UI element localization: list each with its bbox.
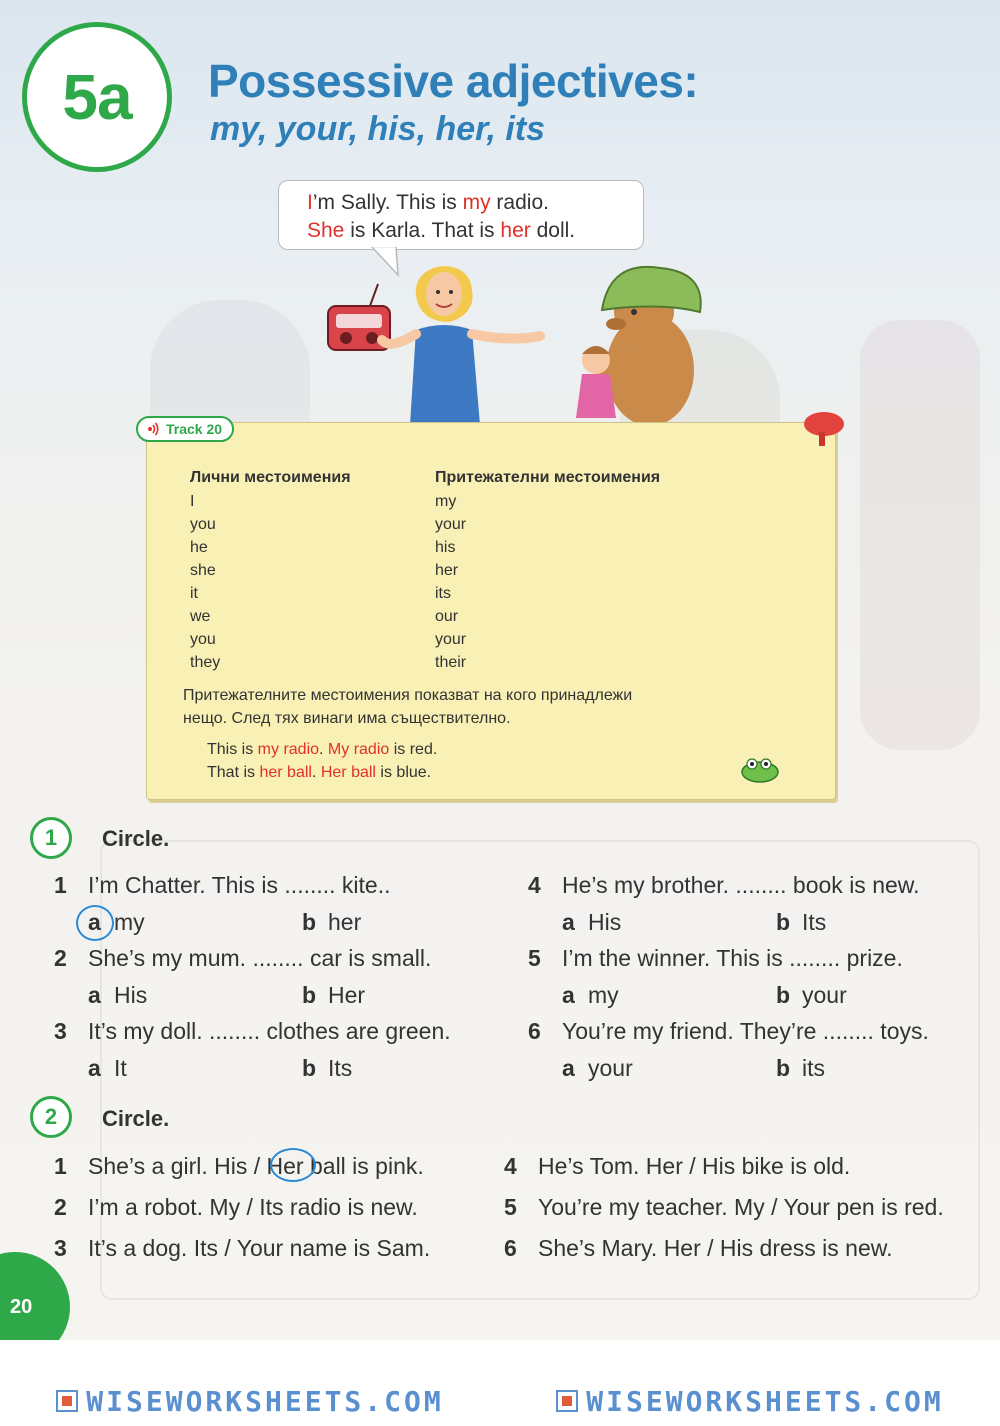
question-number: 3 bbox=[54, 1235, 67, 1261]
exercise-2-question[interactable] bbox=[504, 1153, 850, 1180]
possessive-adjectives-column bbox=[435, 466, 660, 674]
question-text: It’s my doll. ........ clothes are green. bbox=[88, 1018, 451, 1044]
option-letter: b bbox=[302, 909, 317, 935]
question-number: 5 bbox=[528, 945, 541, 971]
personal-pronouns-heading: Лични местоимения bbox=[190, 469, 351, 486]
text-run: doll. bbox=[530, 219, 576, 242]
sally-and-kangaroo-illustration bbox=[320, 250, 730, 430]
exercise-1-question bbox=[528, 1018, 929, 1045]
question-text: It’s a dog. Its / Your name is Sam. bbox=[88, 1235, 431, 1261]
highlighted-word: my bbox=[462, 191, 491, 214]
option-word: her bbox=[328, 909, 362, 935]
option-word: my bbox=[114, 909, 145, 935]
question-number: 6 bbox=[504, 1235, 517, 1261]
option-letter: a bbox=[562, 1055, 575, 1081]
personal-pronoun: I bbox=[190, 493, 195, 510]
option-letter: b bbox=[776, 909, 791, 935]
question-text: She’s a girl. His / Her ball is pink. bbox=[88, 1153, 424, 1179]
answer-option-a[interactable] bbox=[88, 1055, 127, 1082]
question-number: 4 bbox=[504, 1153, 517, 1179]
audio-track-label[interactable] bbox=[136, 416, 234, 442]
personal-pronoun: they bbox=[190, 654, 221, 671]
exercise-2-title: Circle. bbox=[102, 1106, 170, 1131]
option-word: It bbox=[114, 1055, 127, 1081]
track-label: Track 20 bbox=[166, 421, 223, 437]
example-sentence-2 bbox=[207, 761, 437, 784]
question-number: 3 bbox=[54, 1018, 67, 1044]
grammar-explanation bbox=[183, 684, 743, 730]
personal-pronoun: he bbox=[190, 539, 208, 556]
question-number: 1 bbox=[54, 872, 67, 898]
exercise-1-question bbox=[54, 872, 391, 899]
question-number: 5 bbox=[504, 1194, 517, 1220]
text-run: That is bbox=[207, 764, 260, 781]
option-word: Her bbox=[328, 982, 366, 1008]
option-letter: b bbox=[776, 982, 791, 1008]
page-subtitle: my, your, his, her, its bbox=[210, 110, 546, 148]
exercise-2-question[interactable] bbox=[504, 1194, 944, 1221]
option-letter: b bbox=[302, 982, 317, 1008]
exercise-1-title: Circle. bbox=[102, 826, 170, 851]
highlighted-word: her ball bbox=[259, 764, 312, 781]
logo-icon bbox=[556, 1390, 578, 1412]
watermark-left bbox=[56, 1385, 443, 1418]
highlighted-word: She bbox=[307, 219, 345, 242]
possessive-adjective: their bbox=[435, 654, 467, 671]
option-letter: a bbox=[88, 982, 101, 1008]
possessive-adjective: your bbox=[435, 516, 467, 533]
answer-option-b[interactable] bbox=[302, 1055, 352, 1082]
answer-option-b[interactable] bbox=[302, 982, 365, 1009]
option-word: Its bbox=[802, 909, 827, 935]
exercise-2-question[interactable] bbox=[54, 1153, 424, 1180]
exercise-2-number: 2 bbox=[30, 1096, 72, 1138]
answer-option-a[interactable] bbox=[562, 1055, 633, 1082]
answer-option-b[interactable] bbox=[776, 982, 847, 1009]
personal-pronoun-list bbox=[190, 490, 351, 674]
exercise-1-number: 1 bbox=[30, 817, 72, 859]
highlighted-word: my radio bbox=[257, 741, 320, 758]
personal-pronoun: you bbox=[190, 516, 216, 533]
question-text: He’s Tom. Her / His bike is old. bbox=[538, 1153, 851, 1179]
exercise-1-question bbox=[54, 945, 431, 972]
question-number: 2 bbox=[54, 1194, 67, 1220]
personal-pronoun: she bbox=[190, 562, 216, 579]
question-number: 1 bbox=[54, 1153, 67, 1179]
question-number: 6 bbox=[528, 1018, 541, 1044]
watermark-footer bbox=[0, 1376, 1000, 1426]
question-text: She’s Mary. Her / His dress is new. bbox=[538, 1235, 893, 1261]
option-letter: a bbox=[88, 909, 101, 935]
example-sentence-1 bbox=[207, 738, 437, 761]
highlighted-word: I bbox=[307, 191, 313, 214]
personal-pronoun: we bbox=[190, 608, 211, 625]
option-word: Its bbox=[328, 1055, 353, 1081]
answer-option-b[interactable] bbox=[776, 1055, 825, 1082]
speech-bubble bbox=[278, 180, 644, 250]
highlighted-word: My radio bbox=[327, 741, 390, 758]
possessive-adjective: its bbox=[435, 585, 451, 602]
option-word: His bbox=[114, 982, 148, 1008]
personal-pronoun: it bbox=[190, 585, 198, 602]
exercise-2-question[interactable] bbox=[504, 1235, 892, 1262]
personal-pronoun: you bbox=[190, 631, 216, 648]
text-run: is blue. bbox=[375, 764, 432, 781]
text-run: . bbox=[319, 741, 328, 758]
explanation-line-1: Притежателните местоимения показват на кого принадлежи bbox=[183, 687, 633, 704]
question-text: You’re my friend. They’re ........ toys. bbox=[562, 1018, 929, 1044]
option-word: its bbox=[802, 1055, 825, 1081]
answer-option-a[interactable] bbox=[562, 909, 621, 936]
watermark-text: WISEWORKSHEETS.COM bbox=[586, 1384, 944, 1418]
question-text: You’re my teacher. My / Your pen is red. bbox=[538, 1194, 944, 1220]
option-letter: b bbox=[302, 1055, 317, 1081]
question-text: He’s my brother. ........ book is new. bbox=[562, 872, 920, 898]
text-run: . bbox=[311, 764, 321, 781]
question-text: She’s my mum. ........ car is small. bbox=[88, 945, 432, 971]
question-text: I’m a robot. My / Its radio is new. bbox=[88, 1194, 418, 1220]
answer-option-a[interactable] bbox=[88, 982, 147, 1009]
possessive-adjective: her bbox=[435, 562, 459, 579]
question-text: I’m the winner. This is ........ prize. bbox=[562, 945, 903, 971]
text-run: radio. bbox=[490, 191, 549, 214]
text-run: This is bbox=[207, 741, 258, 758]
page-title: Possessive adjectives: bbox=[208, 55, 699, 107]
possessive-adjective: your bbox=[435, 631, 467, 648]
personal-pronouns-column bbox=[190, 466, 351, 674]
audio-icon bbox=[146, 422, 160, 436]
background-frame bbox=[100, 840, 980, 1300]
answer-circle-mark bbox=[76, 905, 114, 941]
unit-badge: 5a bbox=[22, 22, 172, 172]
grammar-examples bbox=[207, 738, 437, 784]
possessive-adjective: my bbox=[435, 493, 457, 510]
option-letter: a bbox=[562, 909, 575, 935]
option-word: your bbox=[588, 1055, 633, 1081]
page-number: 20 bbox=[0, 1252, 70, 1340]
exercise-1-question bbox=[54, 1018, 451, 1045]
option-word: your bbox=[802, 982, 847, 1008]
exercise-2-question[interactable] bbox=[54, 1194, 418, 1221]
logo-icon bbox=[56, 1390, 78, 1412]
push-pin-icon bbox=[800, 408, 846, 454]
watermark-text: WISEWORKSHEETS.COM bbox=[86, 1384, 444, 1418]
question-number: 2 bbox=[54, 945, 67, 971]
frog-icon bbox=[738, 756, 782, 784]
text-run: ’m Sally. This is bbox=[312, 191, 463, 214]
question-text: I’m Chatter. This is ........ kite.. bbox=[88, 872, 391, 898]
highlighted-word: Her ball bbox=[320, 764, 376, 781]
possessive-adjective: his bbox=[435, 539, 456, 556]
answer-option-b[interactable] bbox=[776, 909, 826, 936]
text-run: is red. bbox=[389, 741, 438, 758]
question-number: 4 bbox=[528, 872, 541, 898]
answer-circle-mark bbox=[270, 1148, 316, 1182]
sally-figure bbox=[382, 266, 540, 425]
text-run: is Karla. That is bbox=[344, 219, 501, 242]
bubble-line-2 bbox=[307, 217, 631, 245]
highlighted-word: her bbox=[500, 219, 531, 242]
option-letter: a bbox=[562, 982, 575, 1008]
exercise-2-question[interactable] bbox=[54, 1235, 430, 1262]
option-word: His bbox=[588, 909, 622, 935]
possessive-adjectives-heading: Притежателни местоимения bbox=[435, 469, 661, 486]
answer-option-a[interactable] bbox=[562, 982, 619, 1009]
exercise-1-question bbox=[528, 872, 920, 899]
explanation-line-2: нещо. След тях винаги има съществително. bbox=[183, 710, 511, 727]
watermark-right bbox=[556, 1385, 943, 1418]
option-letter: b bbox=[776, 1055, 791, 1081]
exercise-1-question bbox=[528, 945, 903, 972]
option-letter: a bbox=[88, 1055, 101, 1081]
background-figure bbox=[860, 320, 980, 750]
bubble-line-1 bbox=[307, 189, 631, 217]
possessive-adjective: our bbox=[435, 608, 459, 625]
answer-option-b[interactable] bbox=[302, 909, 361, 936]
option-word: my bbox=[588, 982, 619, 1008]
possessive-adjective-list bbox=[435, 490, 660, 674]
